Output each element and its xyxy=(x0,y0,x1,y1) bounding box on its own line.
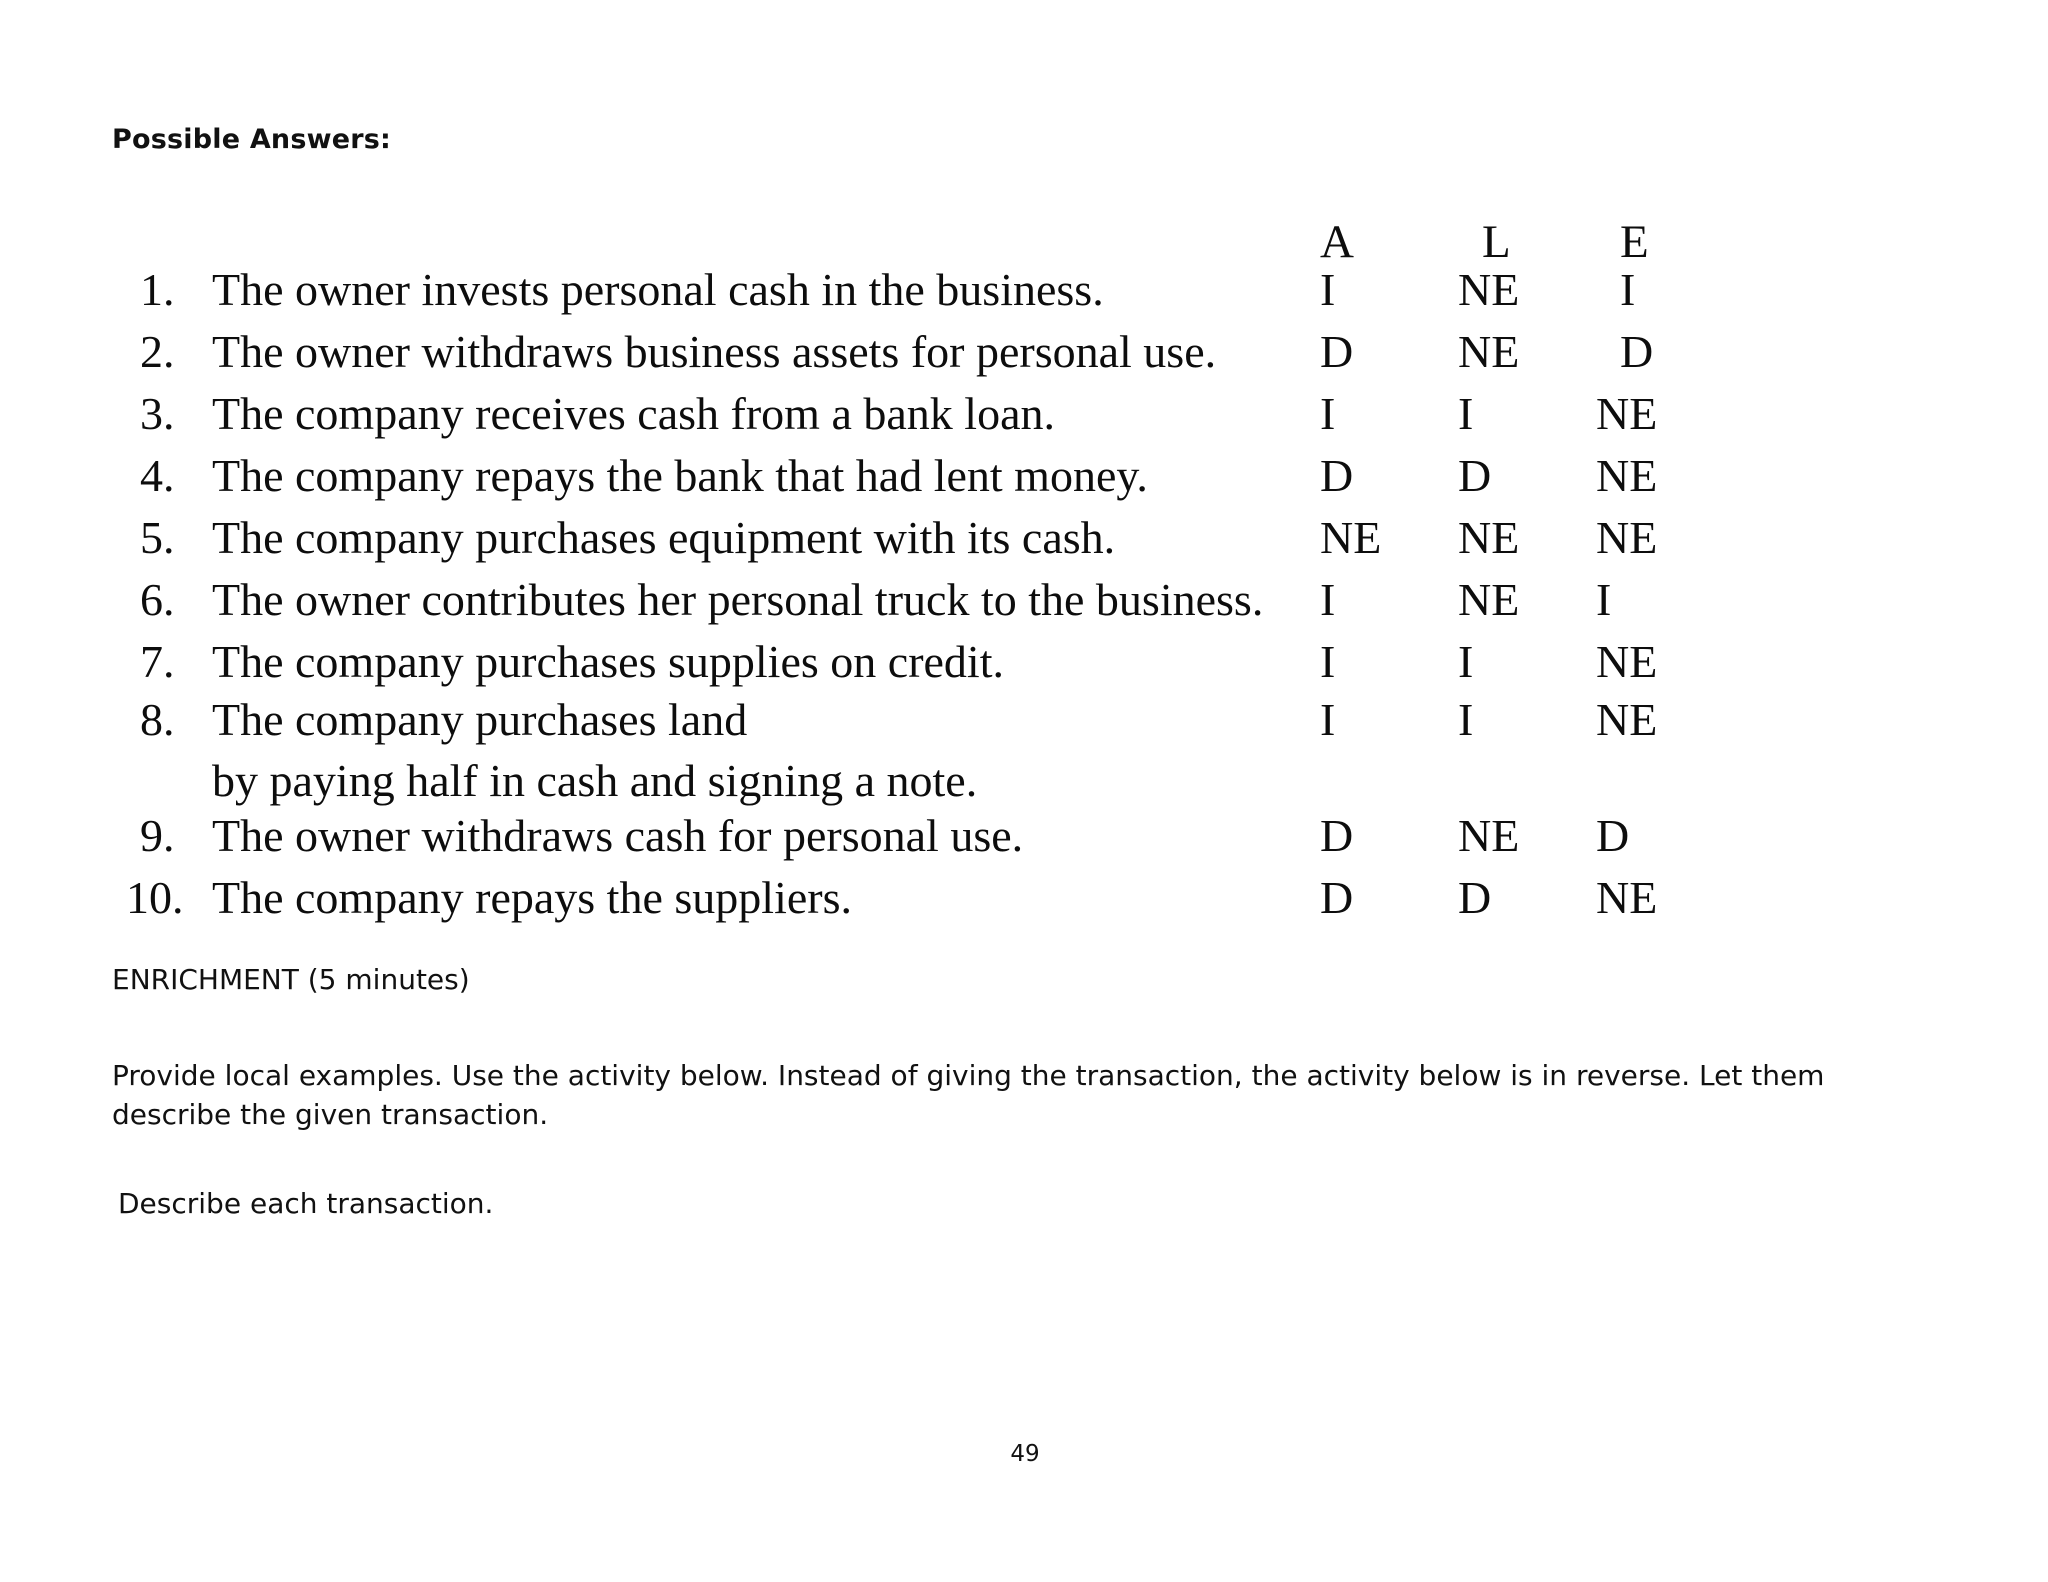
assets-effect: D xyxy=(1320,450,1354,501)
equity-effect: D xyxy=(1620,326,1654,377)
row-number: 8. xyxy=(140,694,175,745)
assets-effect: NE xyxy=(1320,512,1382,563)
column-header-e: E xyxy=(1620,216,1649,268)
answer-row xyxy=(126,512,1706,571)
equity-effect: NE xyxy=(1596,694,1658,745)
row-number: 9. xyxy=(140,810,175,861)
assets-effect: I xyxy=(1320,388,1336,439)
row-number: 6. xyxy=(140,574,175,625)
liabilities-effect: I xyxy=(1458,388,1474,439)
row-number: 10. xyxy=(126,872,184,923)
equity-effect: D xyxy=(1596,810,1630,861)
equity-effect: NE xyxy=(1596,512,1658,563)
transaction-text: The company purchases land xyxy=(212,694,748,745)
column-header-a: A xyxy=(1320,216,1354,268)
answer-row xyxy=(126,388,1706,447)
answer-row xyxy=(126,450,1706,509)
liabilities-effect: NE xyxy=(1458,326,1520,377)
equity-effect: I xyxy=(1620,264,1636,315)
assets-effect: I xyxy=(1320,636,1336,687)
assets-effect: I xyxy=(1320,694,1336,745)
liabilities-effect: NE xyxy=(1458,574,1520,625)
liabilities-effect: NE xyxy=(1458,810,1520,861)
liabilities-effect: I xyxy=(1458,636,1474,687)
answer-row xyxy=(126,872,1706,931)
describe-prompt: Describe each transaction. xyxy=(118,1187,494,1220)
assets-effect: D xyxy=(1320,872,1354,923)
equity-effect: NE xyxy=(1596,388,1658,439)
assets-effect: D xyxy=(1320,810,1354,861)
page-number: 49 xyxy=(1010,1441,1040,1467)
transaction-text: The owner withdraws cash for personal use. xyxy=(212,810,1024,861)
row-number: 5. xyxy=(140,512,175,563)
liabilities-effect: D xyxy=(1458,450,1492,501)
answer-row xyxy=(126,264,1706,323)
transaction-text: The owner contributes her personal truck to the business. xyxy=(212,574,1264,625)
transaction-text: The company receives cash from a bank loan. xyxy=(212,388,1055,439)
answer-row xyxy=(126,326,1706,385)
liabilities-effect: NE xyxy=(1458,264,1520,315)
assets-effect: I xyxy=(1320,574,1336,625)
equity-effect: NE xyxy=(1596,636,1658,687)
liabilities-effect: I xyxy=(1458,694,1474,745)
instructions-paragraph: Provide local examples. Use the activity below. Instead of giving the transaction, the activity below is in reverse. Let them describe the given transaction. xyxy=(112,1059,1825,1131)
transaction-text: The company purchases equipment with its cash. xyxy=(212,512,1116,563)
equity-effect: NE xyxy=(1596,450,1658,501)
row-number: 2. xyxy=(140,326,175,377)
liabilities-effect: D xyxy=(1458,872,1492,923)
transaction-text: The company purchases supplies on credit. xyxy=(212,636,1004,687)
answer-row xyxy=(126,574,1706,633)
transaction-text: The owner withdraws business assets for personal use. xyxy=(212,326,1217,377)
row-number: 1. xyxy=(140,264,175,315)
enrichment-heading: ENRICHMENT (5 minutes) xyxy=(112,963,470,996)
equity-effect: I xyxy=(1596,574,1612,625)
answer-row xyxy=(126,636,1706,695)
transaction-text-continued: by paying half in cash and signing a note. xyxy=(212,755,978,806)
row-number: 4. xyxy=(140,450,175,501)
possible-answers-heading: Possible Answers: xyxy=(112,124,392,155)
assets-effect: I xyxy=(1320,264,1336,315)
column-header-l: L xyxy=(1482,216,1511,268)
answer-row xyxy=(126,694,1706,806)
equity-effect: NE xyxy=(1596,872,1658,923)
transaction-text: The company repays the bank that had lent money. xyxy=(212,450,1148,501)
answer-key-table xyxy=(126,205,1706,950)
liabilities-effect: NE xyxy=(1458,512,1520,563)
row-number: 3. xyxy=(140,388,175,439)
answer-row xyxy=(126,810,1706,869)
assets-effect: D xyxy=(1320,326,1354,377)
transaction-text: The company repays the suppliers. xyxy=(212,872,852,923)
transaction-text: The owner invests personal cash in the business. xyxy=(212,264,1104,315)
row-number: 7. xyxy=(140,636,175,687)
